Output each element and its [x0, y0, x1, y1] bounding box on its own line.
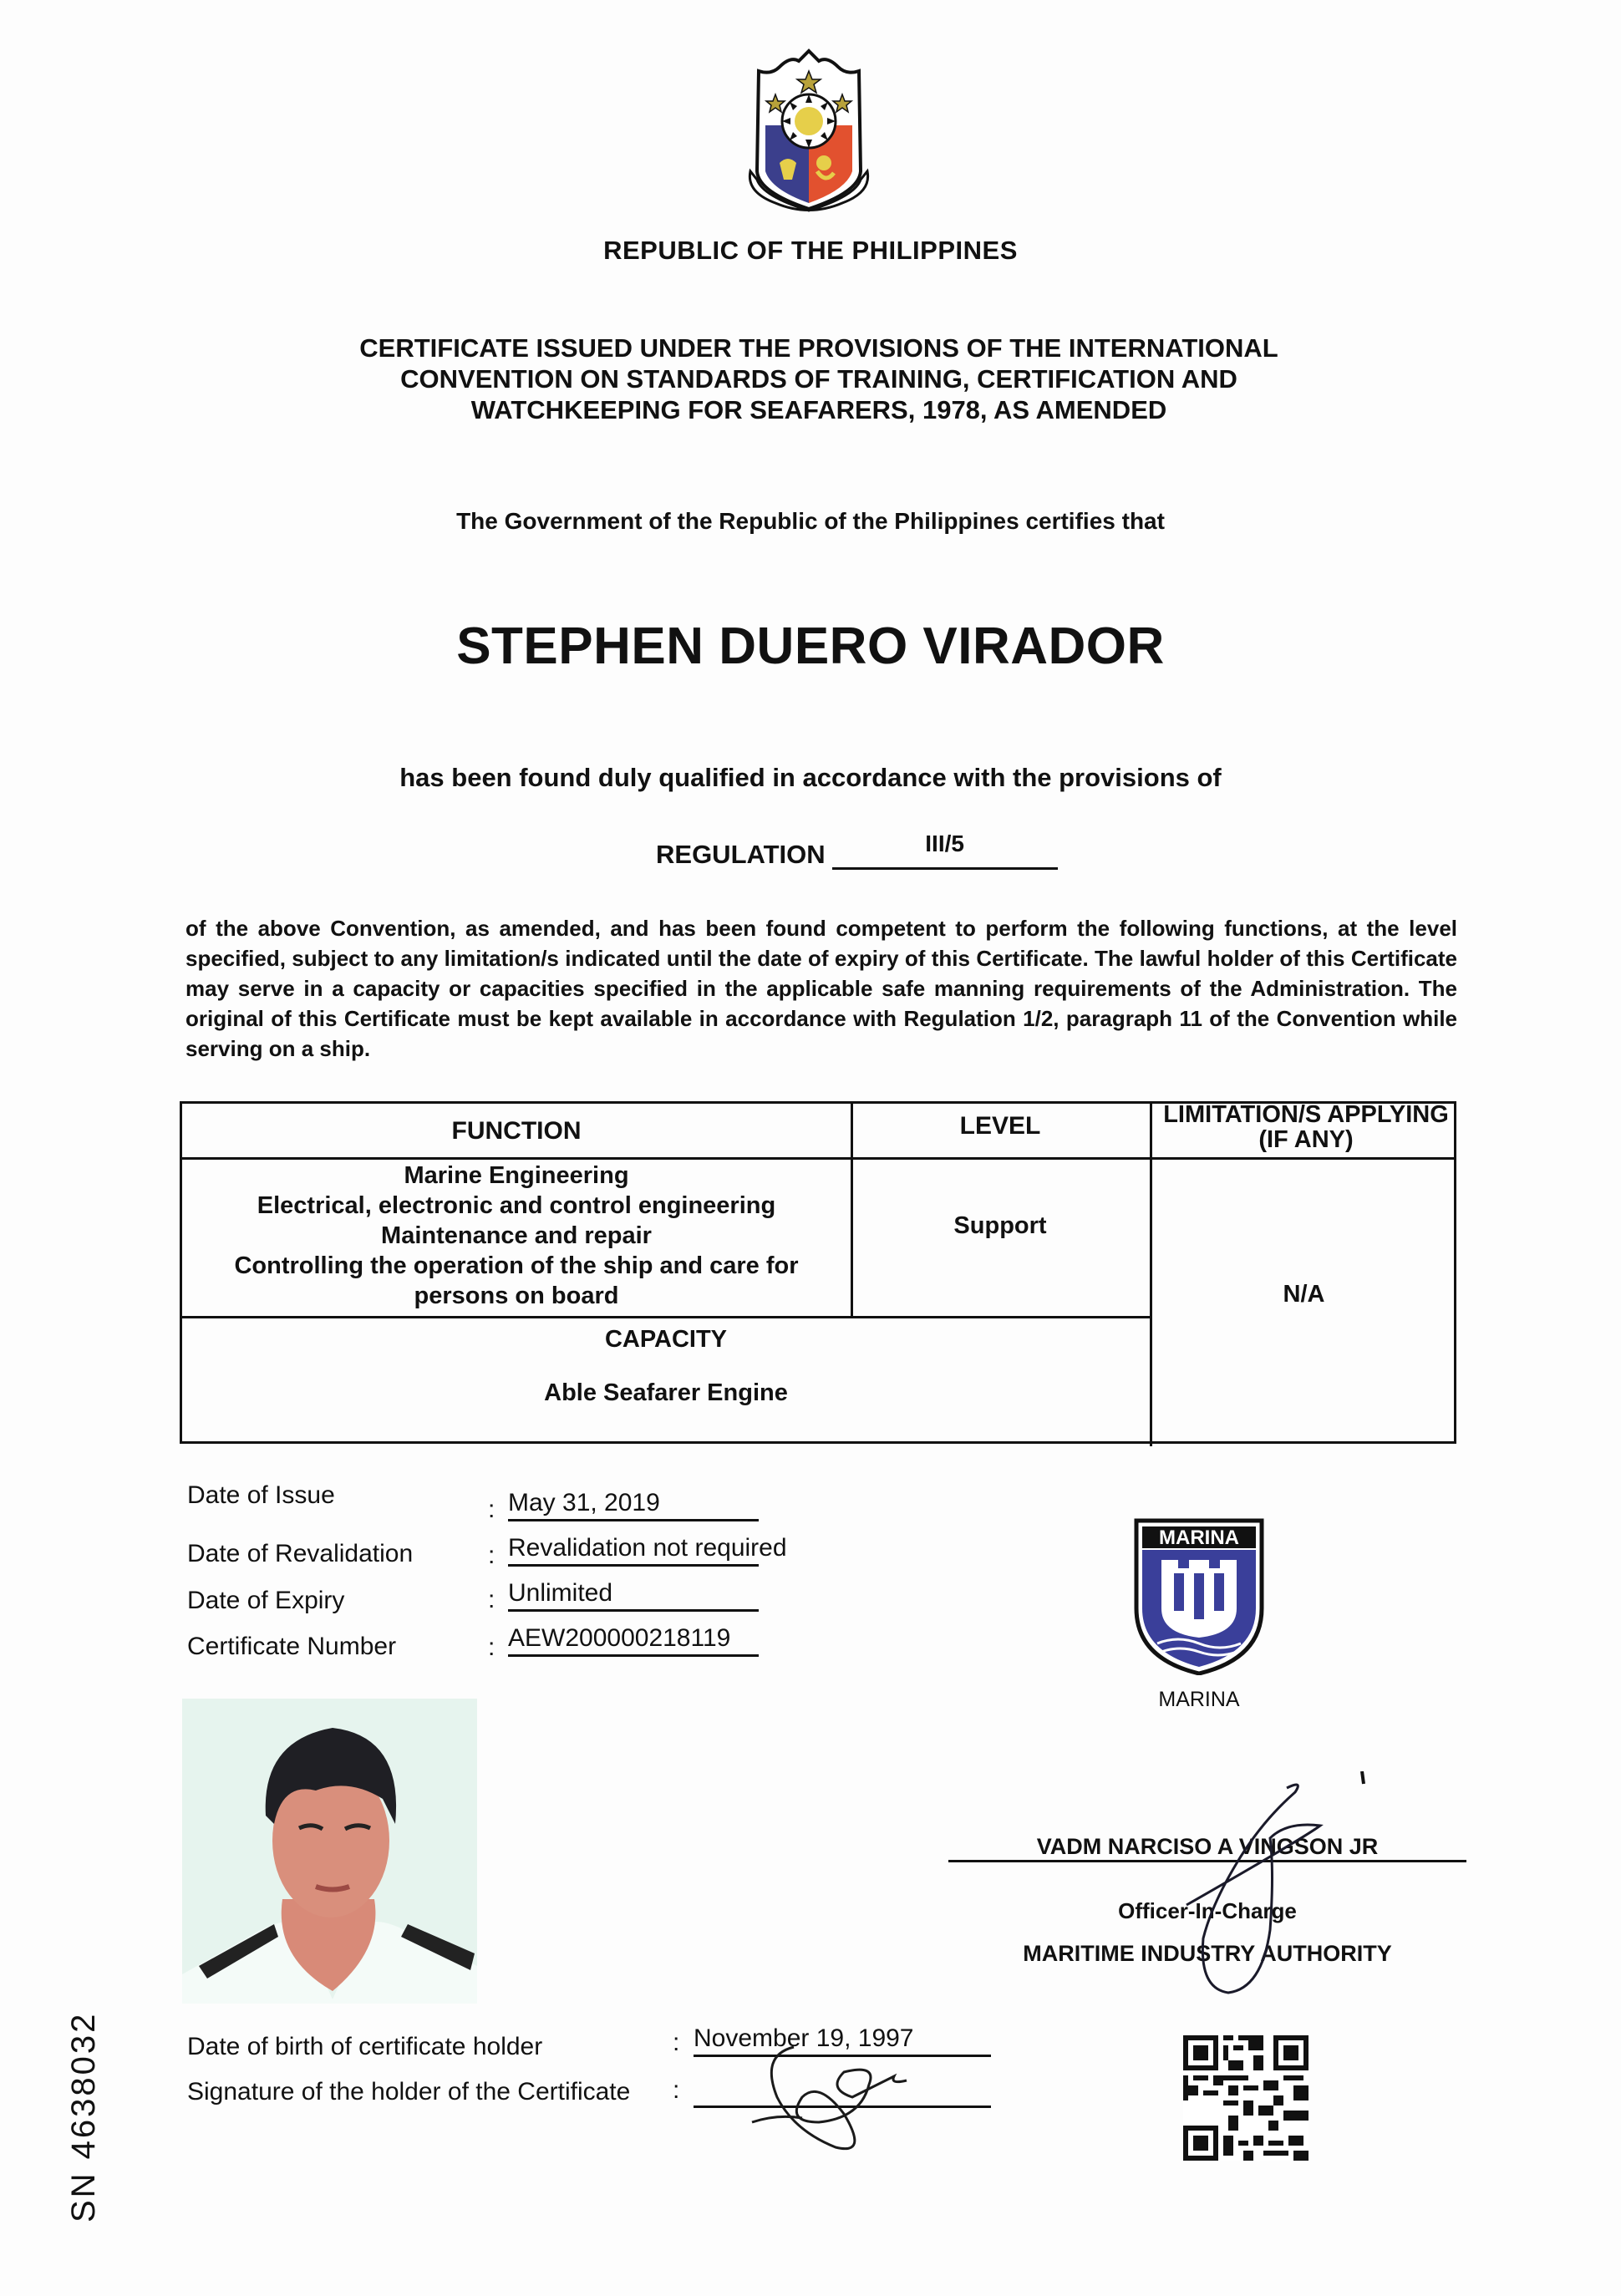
competency-paragraph: of the above Convention, as amended, and has been found competent to perform the following functions, at the level specified, subject to any limitation/s indicated until the date of expiry of this Certificate. The lawful holder of this Certificate may serve in a capacity or capacities specified in the applicable safe manning requirements of the Administration. The original of this Certificate must be kept available in accordance with Regulation 1/2, paragraph 11 of the Convention while serving on a ship.	[185, 916, 1457, 1061]
official-name: VADM NARCISO A VINGSON JR	[1036, 1834, 1379, 1859]
detail-label: Certificate Number	[187, 1633, 397, 1660]
limitations-value: N/A	[1283, 1281, 1325, 1308]
function-list	[199, 1161, 834, 1311]
philippine-coat-of-arms	[725, 46, 892, 217]
detail-row	[187, 1587, 344, 1615]
detail-colon: :	[488, 1542, 495, 1569]
detail-row	[187, 1481, 335, 1510]
dob-colon: :	[673, 2029, 680, 2056]
signature-colon: :	[673, 2076, 680, 2104]
table-divider	[182, 1316, 1151, 1318]
table-divider	[1150, 1104, 1152, 1446]
detail-colon: :	[488, 1496, 495, 1523]
official-agency: MARITIME INDUSTRY AUTHORITY	[1023, 1941, 1392, 1966]
holder-photo	[182, 1699, 477, 2004]
date-of-expiry-value: Unlimited	[508, 1579, 759, 1612]
date-of-issue-value: May 31, 2019	[508, 1489, 759, 1521]
official-signature-line	[948, 1860, 1466, 1862]
function-item: Electrical, electronic and control engineering	[257, 1192, 776, 1219]
header-function: FUNCTION	[451, 1117, 582, 1145]
portrait-icon	[182, 1699, 477, 2004]
function-item: Maintenance and repair	[381, 1222, 652, 1249]
regulation-value: III/5	[925, 831, 964, 856]
function-item: Marine Engineering	[404, 1162, 629, 1189]
serial-number: SN 4638032	[65, 2011, 102, 2222]
qr-code	[1183, 2035, 1308, 2161]
header-limitations: LIMITATION/S APPLYING (IF ANY)	[1163, 1101, 1449, 1153]
convention-title	[318, 333, 1320, 425]
convention-line: CONVENTION ON STANDARDS OF TRAINING, CERTIFICATION AND	[400, 364, 1237, 394]
convention-line: WATCHKEEPING FOR SEAFARERS, 1978, AS AMENDED	[470, 395, 1167, 424]
capacity-value: Able Seafarer Engine	[544, 1379, 788, 1406]
signature-label: Signature of the holder of the Certificate	[187, 2078, 631, 2106]
detail-label: Date of Issue	[187, 1481, 335, 1509]
official-title: Officer-In-Charge	[1118, 1898, 1297, 1923]
certifies-statement: The Government of the Republic of the Philippines certifies that	[456, 508, 1165, 534]
regulation-underline	[832, 831, 1058, 870]
marina-logo-text: MARINA	[1159, 1526, 1239, 1549]
convention-line: CERTIFICATE ISSUED UNDER THE PROVISIONS OF THE INTERNATIONAL	[359, 333, 1278, 363]
dob-value: November 19, 1997	[694, 2024, 991, 2057]
regulation-label: REGULATION	[656, 840, 826, 869]
qualification-intro: has been found duly qualified in accordance with the provisions of	[399, 763, 1222, 792]
date-of-revalidation-value: Revalidation not required	[508, 1534, 759, 1567]
qr-code-icon	[1183, 2035, 1308, 2161]
header-level: LEVEL	[959, 1112, 1041, 1140]
regulation-field	[656, 831, 1058, 870]
function-item: Controlling the operation of the ship and care for persons on board	[234, 1252, 799, 1309]
dob-label: Date of birth of certificate holder	[187, 2033, 543, 2060]
detail-label: Date of Revalidation	[187, 1540, 414, 1567]
level-value: Support	[953, 1212, 1047, 1239]
country-heading: REPUBLIC OF THE PHILIPPINES	[603, 236, 1018, 265]
table-divider	[182, 1157, 1456, 1160]
holder-signature-line	[694, 2106, 991, 2108]
detail-colon: :	[488, 1586, 495, 1613]
holder-name: STEPHEN DUERO VIRADOR	[456, 617, 1165, 675]
capacity-label: CAPACITY	[604, 1326, 728, 1353]
marina-label: MARINA	[1158, 1688, 1240, 1711]
detail-label: Date of Expiry	[187, 1587, 345, 1614]
marina-shield-icon	[1132, 1516, 1266, 1675]
detail-colon: :	[488, 1633, 495, 1661]
certificate-number-value: AEW200000218119	[508, 1624, 759, 1657]
detail-row	[187, 1633, 396, 1661]
functions-table	[180, 1101, 1456, 1444]
detail-row	[187, 1540, 413, 1568]
coat-of-arms-icon	[725, 46, 892, 217]
marina-logo	[1132, 1516, 1266, 1675]
